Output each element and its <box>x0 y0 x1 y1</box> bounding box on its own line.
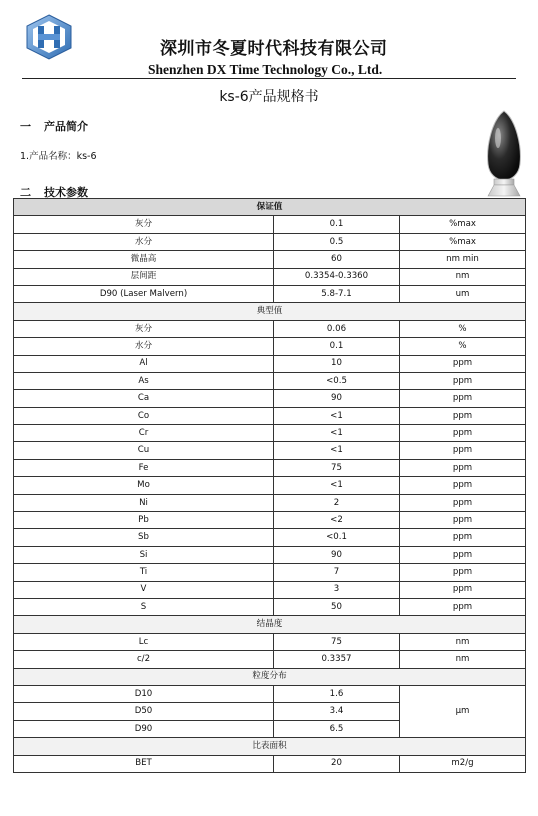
param-value: 10 <box>274 355 400 372</box>
param-value: 20 <box>274 755 400 772</box>
param-value: <0.1 <box>274 529 400 546</box>
document-title: ks-6产品规格书 <box>219 89 319 105</box>
param-name: BET <box>14 755 274 772</box>
section-heading-intro <box>20 118 88 134</box>
param-name: 水分 <box>14 338 274 355</box>
section-title-guaranteed: 保证值 <box>14 199 526 216</box>
table-section-header <box>14 303 526 320</box>
param-name: D90 <box>14 720 274 737</box>
param-name: Ti <box>14 564 274 581</box>
param-name: Lc <box>14 633 274 650</box>
param-unit: ppm <box>400 425 526 442</box>
param-value: 0.5 <box>274 233 400 250</box>
table-row <box>14 512 526 529</box>
table-row <box>14 390 526 407</box>
param-name: S <box>14 598 274 615</box>
table-row <box>14 372 526 389</box>
param-name: D10 <box>14 685 274 702</box>
param-unit: nm min <box>400 251 526 268</box>
section-number: 一 <box>20 120 31 133</box>
param-name: Pb <box>14 512 274 529</box>
table-row <box>14 564 526 581</box>
param-value: 50 <box>274 598 400 615</box>
param-name: Mo <box>14 477 274 494</box>
table-row <box>14 338 526 355</box>
table-row <box>14 442 526 459</box>
table-row <box>14 494 526 511</box>
param-unit: %max <box>400 233 526 250</box>
param-value: <1 <box>274 407 400 424</box>
param-unit: ppm <box>400 494 526 511</box>
product-name-line: 1.产品名称：ks-6 <box>20 151 97 162</box>
param-unit: ppm <box>400 459 526 476</box>
company-name-english: Shenzhen DX Time Technology Co., Ltd. <box>148 62 383 77</box>
section-number: 二 <box>20 186 31 199</box>
company-logo-icon <box>24 14 74 60</box>
param-unit: ppm <box>400 546 526 563</box>
param-value: 75 <box>274 633 400 650</box>
param-value: 5.8-7.1 <box>274 285 400 302</box>
table-row <box>14 459 526 476</box>
table-section-header <box>14 738 526 755</box>
section-title-typical: 典型值 <box>14 303 526 320</box>
param-name: Cr <box>14 425 274 442</box>
table-row <box>14 407 526 424</box>
param-unit: ppm <box>400 442 526 459</box>
section-title-crystallinity: 结晶度 <box>14 616 526 633</box>
param-name: D90 (Laser Malvern) <box>14 285 274 302</box>
param-value: 90 <box>274 390 400 407</box>
param-value: 75 <box>274 459 400 476</box>
table-section-header <box>14 668 526 685</box>
param-value: 60 <box>274 251 400 268</box>
param-value: 1.6 <box>274 685 400 702</box>
table-row <box>14 355 526 372</box>
param-unit: nm <box>400 633 526 650</box>
param-name: Co <box>14 407 274 424</box>
param-value: 0.3354-0.3360 <box>274 268 400 285</box>
param-value: 2 <box>274 494 400 511</box>
table-row <box>14 285 526 302</box>
table-row <box>14 633 526 650</box>
param-unit: ppm <box>400 477 526 494</box>
param-value: 0.06 <box>274 320 400 337</box>
param-unit: ppm <box>400 529 526 546</box>
section-title-particle-size: 粒度分布 <box>14 668 526 685</box>
param-name: Cu <box>14 442 274 459</box>
param-unit: ppm <box>400 598 526 615</box>
param-name: Ni <box>14 494 274 511</box>
param-unit: ppm <box>400 390 526 407</box>
table-row <box>14 251 526 268</box>
param-value: <2 <box>274 512 400 529</box>
param-unit: ppm <box>400 407 526 424</box>
param-unit: nm <box>400 268 526 285</box>
param-name: As <box>14 372 274 389</box>
param-name: V <box>14 581 274 598</box>
table-row <box>14 233 526 250</box>
param-name: Sb <box>14 529 274 546</box>
table-row <box>14 581 526 598</box>
param-unit: ppm <box>400 564 526 581</box>
table-row <box>14 546 526 563</box>
table-row <box>14 651 526 668</box>
param-unit: ppm <box>400 355 526 372</box>
table-row <box>14 685 526 702</box>
param-value: 3 <box>274 581 400 598</box>
table-row <box>14 477 526 494</box>
table-row <box>14 216 526 233</box>
table-row <box>14 598 526 615</box>
table-section-header <box>14 199 526 216</box>
section-title: 产品简介 <box>44 120 88 133</box>
param-unit: ppm <box>400 581 526 598</box>
param-unit: m2/g <box>400 755 526 772</box>
param-name: 灰分 <box>14 216 274 233</box>
param-name: 水分 <box>14 233 274 250</box>
param-unit: ppm <box>400 512 526 529</box>
table-row <box>14 320 526 337</box>
param-unit: %max <box>400 216 526 233</box>
table-row <box>14 268 526 285</box>
param-value: 0.3357 <box>274 651 400 668</box>
section-title: 技术参数 <box>44 186 88 199</box>
param-value: 3.4 <box>274 703 400 720</box>
param-value: <1 <box>274 442 400 459</box>
param-unit: % <box>400 338 526 355</box>
table-row <box>14 529 526 546</box>
param-name: c/2 <box>14 651 274 668</box>
param-unit: nm <box>400 651 526 668</box>
param-value: 6.5 <box>274 720 400 737</box>
param-name: Al <box>14 355 274 372</box>
param-name: D50 <box>14 703 274 720</box>
header-divider <box>22 78 516 79</box>
company-name-chinese: 深圳市冬夏时代科技有限公司 <box>160 39 388 59</box>
param-unit: μm <box>400 685 526 737</box>
param-name: Fe <box>14 459 274 476</box>
param-name: Si <box>14 546 274 563</box>
param-value: 7 <box>274 564 400 581</box>
param-name: 层间距 <box>14 268 274 285</box>
technical-parameters-table <box>13 198 526 773</box>
param-name: 灰分 <box>14 320 274 337</box>
param-value: 0.1 <box>274 338 400 355</box>
param-value: <1 <box>274 425 400 442</box>
param-name: Ca <box>14 390 274 407</box>
param-unit: um <box>400 285 526 302</box>
param-value: <0.5 <box>274 372 400 389</box>
table-row <box>14 755 526 772</box>
param-value: <1 <box>274 477 400 494</box>
param-unit: ppm <box>400 372 526 389</box>
param-value: 90 <box>274 546 400 563</box>
param-unit: % <box>400 320 526 337</box>
table-section-header <box>14 616 526 633</box>
product-sample-image <box>482 108 526 200</box>
param-value: 0.1 <box>274 216 400 233</box>
section-title-surface-area: 比表面积 <box>14 738 526 755</box>
param-name: 微晶高 <box>14 251 274 268</box>
table-row <box>14 425 526 442</box>
